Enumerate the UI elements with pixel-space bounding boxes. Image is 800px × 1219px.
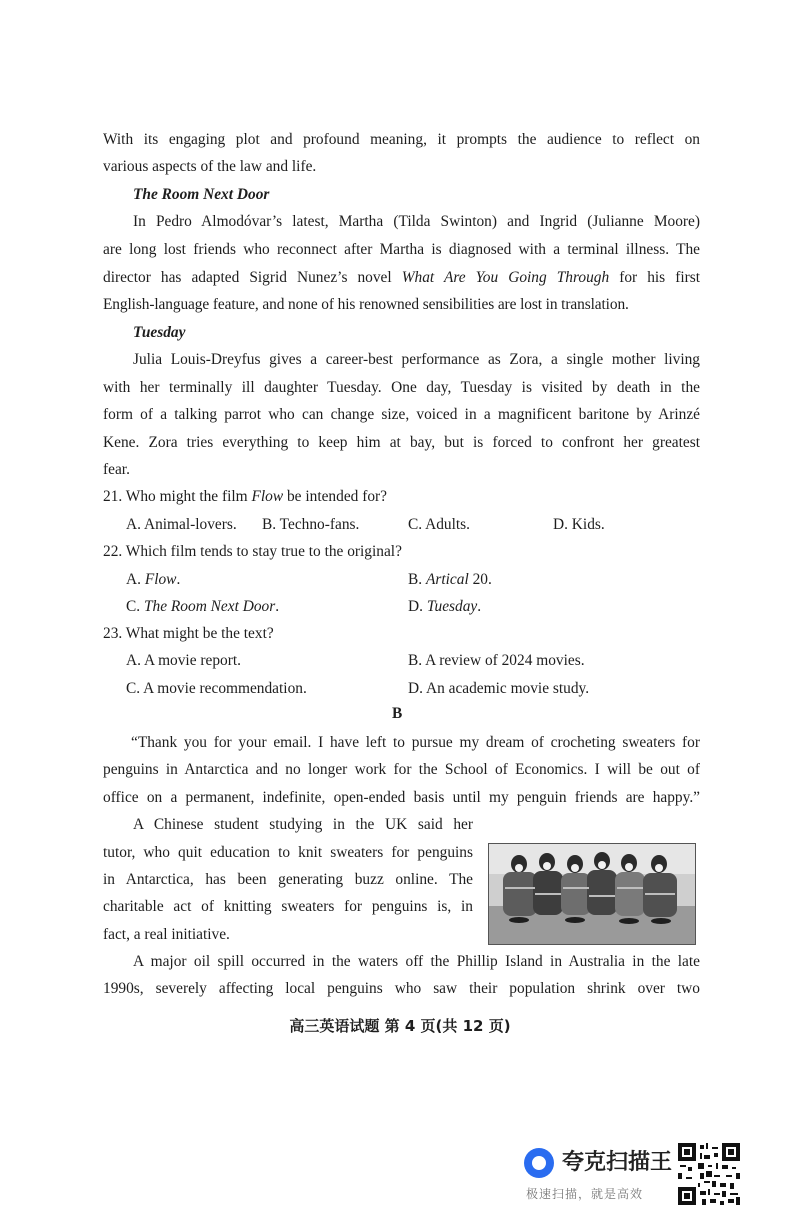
film-title-tuesday: Tuesday bbox=[133, 324, 186, 341]
text-line: are long lost friends who reconnect after Martha is diagnosed with a terminal illness. The bbox=[103, 241, 700, 258]
film-name: The Room Next Door bbox=[143, 598, 276, 615]
scanner-slogan: 极速扫描，就是高效 bbox=[526, 1187, 644, 1201]
text-span: for his first bbox=[609, 269, 700, 286]
text-line: in Antarctica, has been generating buzz online. The bbox=[103, 871, 473, 888]
q22-option-b bbox=[408, 570, 492, 590]
q21-option-c: C. Adults. bbox=[408, 516, 471, 533]
quark-logo-icon bbox=[524, 1148, 554, 1178]
text-line: Kene. Zora tries everything to keep him at bay, but is forced to confront her greatest bbox=[103, 434, 700, 451]
q22-option-d bbox=[408, 597, 481, 617]
text-line: various aspects of the law and life. bbox=[103, 158, 317, 175]
text-line: fear. bbox=[103, 461, 130, 478]
text-line: office on a permanent, indefinite, open-ended basis until my penguin friends are happy.” bbox=[103, 789, 700, 806]
text-line: “Thank you for your email. I have left to pursue my dream of crocheting sweaters for bbox=[131, 734, 700, 751]
q23-option-a: A. A movie report. bbox=[126, 652, 241, 669]
scanner-watermark bbox=[524, 1144, 674, 1208]
q21-option-a: A. Animal-lovers. bbox=[126, 516, 237, 533]
text-line: With its engaging plot and profound meaning, it prompts the audience to reflect on bbox=[103, 131, 700, 148]
text-line: English-language feature, and none of his renowned sensibilities are lost in translation. bbox=[103, 296, 629, 313]
text-span: director has adapted Sigrid Nunez’s novel bbox=[103, 269, 402, 286]
q23-option-d: D. An academic movie study. bbox=[408, 680, 590, 697]
text-line: with her terminally ill daughter Tuesday. One day, Tuesday is visited by death in the bbox=[103, 379, 700, 396]
q21-option-d: D. Kids. bbox=[553, 516, 605, 533]
text-line: tutor, who quit education to knit sweaters for penguins bbox=[103, 844, 473, 861]
text-span: be intended for? bbox=[283, 488, 387, 505]
qr-code-icon bbox=[678, 1143, 740, 1205]
q22-option-a bbox=[126, 570, 180, 590]
penguins-in-sweaters-photo bbox=[488, 843, 696, 945]
text-span: B. bbox=[408, 571, 426, 588]
text-span: C. bbox=[126, 598, 144, 615]
text-span: A. bbox=[126, 571, 145, 588]
film-name: Flow bbox=[144, 571, 177, 588]
q23-option-b: B. A review of 2024 movies. bbox=[408, 652, 585, 669]
text-line: charitable act of knitting sweaters for penguins is, in bbox=[103, 898, 473, 915]
question-21-stem bbox=[103, 487, 387, 507]
text-line: A major oil spill occurred in the waters off the Phillip Island in Australia in the late bbox=[133, 953, 700, 970]
page-footer: 高三英语试题 第 4 页(共 12 页) bbox=[289, 1017, 511, 1035]
text-span: . bbox=[477, 598, 482, 615]
q23-option-c: C. A movie recommendation. bbox=[126, 680, 307, 697]
q22-option-c bbox=[126, 597, 279, 617]
text-line: In Pedro Almodóvar’s latest, Martha (Tilda Swinton) and Ingrid (Julianne Moore) bbox=[133, 213, 700, 230]
text-span: 21. Who might the film bbox=[103, 488, 252, 505]
question-23-stem: 23. What might be the text? bbox=[103, 625, 274, 642]
film-title-room-next-door: The Room Next Door bbox=[133, 186, 270, 203]
text-line: form of a talking parrot who can change size, voiced in a magnificent baritone by Arinzé bbox=[103, 406, 700, 423]
question-22-stem: 22. Which film tends to stay true to the original? bbox=[103, 543, 402, 560]
text-line: fact, a real initiative. bbox=[103, 926, 230, 943]
text-span: 20. bbox=[468, 571, 492, 588]
text-span: . bbox=[176, 571, 181, 588]
text-line: penguins in Antarctica and no longer work for the School of Economics. I will be out of bbox=[103, 761, 700, 778]
text-line: 1990s, severely affecting local penguins who saw their population shrink over two bbox=[103, 980, 700, 997]
text-line: Julia Louis-Dreyfus gives a career-best performance as Zora, a single mother living bbox=[133, 351, 700, 368]
q21-option-b: B. Techno-fans. bbox=[262, 516, 360, 533]
text-span: D. bbox=[408, 598, 427, 615]
section-heading-b: B bbox=[392, 705, 403, 722]
text-line: A Chinese student studying in the UK said her bbox=[133, 816, 473, 833]
film-name: Flow bbox=[251, 488, 284, 505]
scanner-app-name: 夸克扫描王 bbox=[562, 1150, 673, 1175]
film-name: Artical bbox=[425, 571, 469, 588]
film-name: Tuesday bbox=[426, 598, 478, 615]
novel-title: What Are You Going Through bbox=[401, 269, 610, 286]
text-span: . bbox=[275, 598, 280, 615]
text-line bbox=[103, 268, 700, 288]
